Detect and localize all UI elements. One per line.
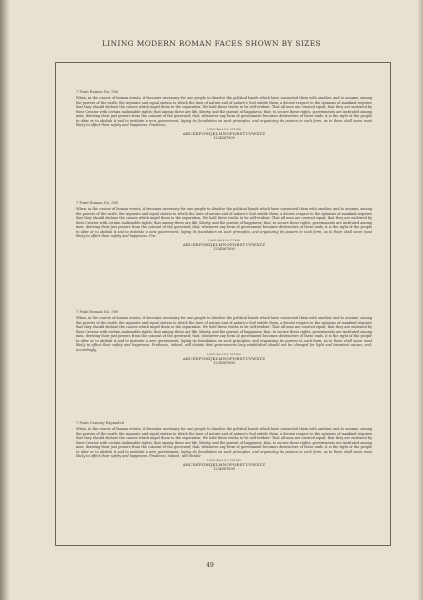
specimen-4 — [76, 421, 372, 471]
specimen-alphabet: ABCDEFGHIJKLMNOPQRSTUVWXYZ — [182, 462, 266, 468]
specimen-2 — [76, 201, 372, 251]
specimen-body — [76, 316, 372, 352]
specimen-text: When, in the course of human events, it becomes necessary for one people to dissolve the political bands which have connected them with another, and to assume, among the powers of the earth, the separate and equal station to which the laws of nature and of nature's God entitle them, a decent respect to the opinions of mankind requires that they should declare the causes which impel them to the separation. We hold these truths to be self-evident: That all men are created equal; that they are endowed by their Creator with certain inalienable rights; that among these are life, liberty, and the pursuit of happiness; that, to secure these rights, governments are instituted among men, deriving their just powers from the consent of the governed; that, whenever any form of government becomes destructive of these ends, it is the right of the people to alter or to abolish it and to institute — [76, 96, 372, 123]
specimen-italic-text: them shall seem most likely to effect their safety and happiness. Prudence, indeed, will dictate that governments long established should not be changed for light and transient causes; and, accordingly, — [76, 338, 373, 352]
specimen-body — [76, 96, 372, 128]
specimen-italic-text: and to institute a new government, laying its foundation on such principles, and organizing its powers in such form, as to them shall seem most likely to effect their safety and happiness. Pru- — [76, 229, 373, 239]
specimen-1 — [76, 90, 372, 140]
specimen-label: 7 Point Roman No. 590 — [76, 90, 119, 94]
page-number: 49 — [206, 562, 214, 569]
specimen-italic-text: laying its foundation on such principles, and organizing its powers in such form, as to them shall seem most likely to effect their safety and happiness. Prudence, indeed, will dictate — [76, 449, 373, 459]
page-gutter — [0, 0, 10, 600]
specimen-digits: 1234567890 — [213, 360, 235, 365]
specimen-label: 7 Point Roman No. 590 — [76, 201, 119, 205]
specimen-digits: 1234567890 — [213, 136, 235, 141]
specimen-alphabet: ABCDEFGHIJKLMNOPQRSTUVWXYZ — [182, 131, 266, 137]
specimen-label: 7 Point Roman No. 590 — [76, 310, 119, 314]
specimen-body — [76, 207, 372, 239]
specimen-digits: 1234567890 — [213, 247, 235, 252]
specimen-caption: Lower case a to z, 14.5 ems — [207, 459, 241, 463]
specimen-caption: Lower case a to z, 10.8 ems — [207, 352, 241, 356]
specimen-body — [76, 427, 372, 459]
specimen-alphabet: ABCDEFGHIJKLMNOPQRSTUVWXYZ — [182, 355, 266, 361]
specimen-label: 7 Point Century Expanded — [76, 421, 124, 425]
specimen-digits: 1234567890 — [213, 467, 235, 472]
specimen-text: When, in the course of human events, it becomes necessary for one people to dissolve the political bands which have connected them with another, and to assume, among the powers of the earth, the separate and equal station to which the laws of nature and of nature's God entitle them, a decent respect to the opinions of mankind requires that they should declare the causes which impel them to the separation. We hold these truths to be self-evident: That all men are created equal; that they are endowed by their Creator with certain inalienable rights; that among these are life, liberty, and the pursuit of happiness; that, to secure these rights, governments are instituted among men, deriving their just powers from the consent of the governed; that, whenever any form of government becomes destructive of these ends, it is the right of the people to alter or to abolish it — [76, 207, 372, 234]
specimen-3 — [76, 310, 372, 365]
specimen-italic-text: a new government, laying its foundation on such principles, and organizing its powers in such form, as to them shall seem most likely to effect their safety and happiness. Prudence, — [76, 118, 372, 128]
page-edge — [417, 0, 423, 600]
specimen-text: When, in the course of human events, it becomes necessary for one people to dissolve the political bands which have connected them with another, and to assume, among the powers of the earth, the separate and equal station to which the laws of nature and of nature's God entitle them, a decent respect to the opinions of mankind requires that they should declare the causes which impel them to the separation. We hold these truths to be self-evident: That all men are created equal; that they are endowed by their Creator with certain inalienable rights; that among these are life, liberty, and the pursuit of happiness; that, to secure these rights, governments are instituted among men, deriving their just powers from the consent of the governed; that, whenever any form of government becomes destructive of these ends, it is the right of the people to alter or to abolish it and to institute a new government, — [76, 427, 372, 454]
page-heading: LINING MODERN ROMAN FACES SHOWN BY SIZES — [102, 39, 321, 48]
specimen-text: When, in the course of human events, it becomes necessary for one people to dissolve the political bands which have connected them with another, and to assume, among the powers of the earth, the separate and equal station to which the laws of nature and of nature's God entitle them, a decent respect to the opinions of mankind requires that they should declare the causes which impel them to the separation. We hold these truths to be self-evident: That all men are created equal; that they are endowed by their Creator with certain inalienable rights; that among these are life, liberty, and the pursuit of happiness; that, to secure these rights, governments are instituted among men, deriving their just powers from the consent of the governed; that, whenever any form of government becomes destructive of these ends, it is the right of the people to alter or to abolish it and to institute a new government, laying its foundation on such principles, and organizing its powers in such form, as to — [76, 316, 372, 343]
specimen-alphabet: ABCDEFGHIJKLMNOPQRSTUVWXYZ — [182, 242, 266, 248]
specimen-caption: Lower case a to z, 13 ems — [208, 239, 240, 243]
specimen-caption: Lower case a to z, 13.6 ems — [207, 128, 241, 132]
